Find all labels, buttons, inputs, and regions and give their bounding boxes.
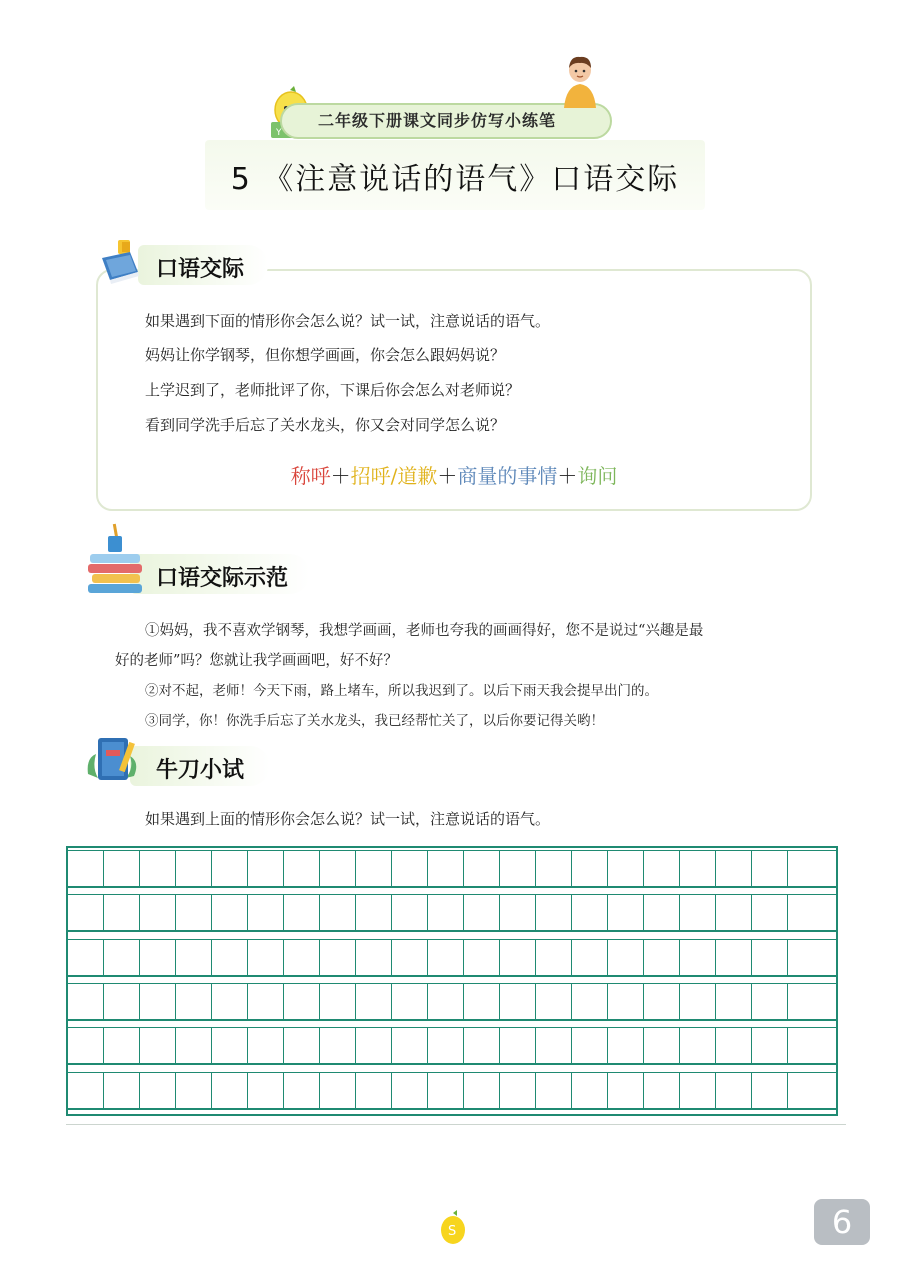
formula-part-greeting: 招呼/道歉 bbox=[350, 464, 438, 488]
grid-cell[interactable] bbox=[68, 939, 104, 975]
grid-cell[interactable] bbox=[752, 939, 788, 975]
grid-row bbox=[68, 939, 836, 975]
grid-cell[interactable] bbox=[428, 983, 464, 1019]
grid-cell[interactable] bbox=[608, 894, 644, 930]
grid-cell[interactable] bbox=[284, 1072, 320, 1108]
grid-cell[interactable] bbox=[140, 939, 176, 975]
grid-cell[interactable] bbox=[248, 983, 284, 1019]
grid-cell[interactable] bbox=[644, 939, 680, 975]
grid-cell[interactable] bbox=[536, 850, 572, 886]
grid-cell[interactable] bbox=[464, 850, 500, 886]
question-1: 妈妈让你学钢琴，但你想学画画，你会怎么跟妈妈说？ bbox=[145, 346, 506, 364]
book-icon bbox=[98, 238, 146, 286]
grid-cell[interactable] bbox=[320, 939, 356, 975]
example-1-line1: ①妈妈，我不喜欢学钢琴，我想学画画，老师也夸我的画画得好，您不是说过“兴趣是最 bbox=[145, 623, 704, 639]
grid-cell[interactable] bbox=[644, 1072, 680, 1108]
grid-cell[interactable] bbox=[428, 1027, 464, 1063]
grid-cell[interactable] bbox=[284, 1027, 320, 1063]
grid-cell[interactable] bbox=[212, 983, 248, 1019]
grid-cell[interactable] bbox=[392, 894, 428, 930]
grid-cell[interactable] bbox=[248, 1027, 284, 1063]
grid-cell[interactable] bbox=[680, 983, 716, 1019]
grid-cell[interactable] bbox=[716, 894, 752, 930]
grid-cell[interactable] bbox=[356, 1072, 392, 1108]
grid-cell[interactable] bbox=[176, 939, 212, 975]
formula-part-address: 称呼 bbox=[290, 464, 331, 488]
page-number: 6 bbox=[814, 1199, 870, 1245]
grid-line bbox=[68, 894, 836, 895]
grid-cell[interactable] bbox=[716, 983, 752, 1019]
svg-text:S: S bbox=[448, 1224, 457, 1239]
grid-cell[interactable] bbox=[428, 939, 464, 975]
page-title: 5 《注意说话的语气》口语交际 bbox=[230, 162, 680, 197]
grid-cell[interactable] bbox=[284, 939, 320, 975]
grid-row bbox=[68, 850, 836, 886]
grid-cell[interactable] bbox=[212, 850, 248, 886]
grid-cell[interactable] bbox=[644, 1027, 680, 1063]
grid-cell[interactable] bbox=[320, 894, 356, 930]
grid-cell[interactable] bbox=[608, 983, 644, 1019]
grid-cell[interactable] bbox=[68, 983, 104, 1019]
grid-cell[interactable] bbox=[428, 894, 464, 930]
grid-cell[interactable] bbox=[176, 983, 212, 1019]
grid-cell[interactable] bbox=[140, 1072, 176, 1108]
grid-cell[interactable] bbox=[284, 983, 320, 1019]
formula-plus: ＋ bbox=[557, 464, 578, 488]
grid-cell[interactable] bbox=[680, 1072, 716, 1108]
grid-line bbox=[68, 1108, 836, 1110]
grid-cell[interactable] bbox=[68, 1027, 104, 1063]
grid-cell[interactable] bbox=[608, 1072, 644, 1108]
grid-cell[interactable] bbox=[284, 894, 320, 930]
formula bbox=[96, 460, 812, 489]
grid-cell[interactable] bbox=[356, 939, 392, 975]
formula-part-ask: 询问 bbox=[577, 464, 618, 488]
grid-row bbox=[68, 1072, 836, 1108]
grid-cell[interactable] bbox=[68, 1072, 104, 1108]
grid-cell[interactable] bbox=[392, 850, 428, 886]
grid-cell[interactable] bbox=[464, 939, 500, 975]
grid-cell[interactable] bbox=[572, 850, 608, 886]
grid-row bbox=[68, 983, 836, 1019]
grid-cell[interactable] bbox=[644, 983, 680, 1019]
formula-plus: ＋ bbox=[437, 464, 458, 488]
lemon-logo-icon bbox=[438, 1210, 468, 1246]
grid-cell[interactable] bbox=[464, 983, 500, 1019]
grid-cell[interactable] bbox=[392, 1072, 428, 1108]
grid-baseline bbox=[66, 1124, 846, 1125]
grid-cell[interactable] bbox=[716, 939, 752, 975]
grid-cell[interactable] bbox=[248, 939, 284, 975]
grid-line bbox=[68, 1019, 836, 1021]
grid-cell[interactable] bbox=[176, 1027, 212, 1063]
grid-cell[interactable] bbox=[356, 1027, 392, 1063]
grid-cell[interactable] bbox=[500, 939, 536, 975]
grid-cell[interactable] bbox=[320, 983, 356, 1019]
grid-cell[interactable] bbox=[176, 1072, 212, 1108]
grid-cell[interactable] bbox=[716, 1072, 752, 1108]
grid-cell[interactable] bbox=[104, 850, 140, 886]
grid-cell[interactable] bbox=[320, 1027, 356, 1063]
grid-cell[interactable] bbox=[536, 939, 572, 975]
grid-cell[interactable] bbox=[176, 894, 212, 930]
question-2: 上学迟到了，老师批评了你，下课后你会怎么对老师说？ bbox=[145, 381, 521, 399]
grid-line bbox=[68, 983, 836, 984]
grid-cell[interactable] bbox=[788, 1072, 824, 1108]
grid-cell[interactable] bbox=[572, 939, 608, 975]
grid-cell[interactable] bbox=[284, 850, 320, 886]
question-3: 看到同学洗手后忘了关水龙头，你又会对同学怎么说？ bbox=[145, 416, 506, 434]
grid-cell[interactable] bbox=[428, 850, 464, 886]
grid-cell[interactable] bbox=[212, 939, 248, 975]
grid-cell[interactable] bbox=[500, 894, 536, 930]
grid-cell[interactable] bbox=[680, 850, 716, 886]
grid-cell[interactable] bbox=[212, 1072, 248, 1108]
grid-cell[interactable] bbox=[752, 850, 788, 886]
grid-cell[interactable] bbox=[788, 939, 824, 975]
grid-cell[interactable] bbox=[320, 1072, 356, 1108]
writing-grid[interactable] bbox=[66, 846, 838, 1116]
example-2: ②对不起，老师！今天下雨，路上堵车，所以我迟到了。以后下雨天我会提早出门的。 bbox=[145, 683, 658, 699]
grid-cell[interactable] bbox=[356, 894, 392, 930]
grid-cell[interactable] bbox=[608, 850, 644, 886]
grid-cell[interactable] bbox=[752, 1072, 788, 1108]
grid-cell[interactable] bbox=[536, 1072, 572, 1108]
grid-line bbox=[68, 930, 836, 932]
grid-cell[interactable] bbox=[104, 1027, 140, 1063]
svg-text:Y: Y bbox=[276, 128, 282, 138]
notebook-icon bbox=[84, 734, 142, 792]
grid-cell[interactable] bbox=[500, 1027, 536, 1063]
formula-part-matter: 商量的事情 bbox=[457, 464, 558, 488]
grid-cell[interactable] bbox=[212, 1027, 248, 1063]
grid-line bbox=[68, 1072, 836, 1073]
grid-cell[interactable] bbox=[536, 894, 572, 930]
grid-cell[interactable] bbox=[536, 1027, 572, 1063]
grid-cell[interactable] bbox=[572, 894, 608, 930]
grid-cell[interactable] bbox=[68, 850, 104, 886]
grid-cell[interactable] bbox=[680, 894, 716, 930]
grid-cell[interactable] bbox=[716, 1027, 752, 1063]
grid-cell[interactable] bbox=[500, 1072, 536, 1108]
grid-cell[interactable] bbox=[500, 983, 536, 1019]
section2-heading: 口语交际示范 bbox=[156, 566, 289, 591]
grid-cell[interactable] bbox=[68, 894, 104, 930]
grid-cell[interactable] bbox=[572, 1027, 608, 1063]
grid-cell[interactable] bbox=[248, 850, 284, 886]
grid-cell[interactable] bbox=[500, 850, 536, 886]
grid-cell[interactable] bbox=[608, 939, 644, 975]
grid-cell[interactable] bbox=[248, 894, 284, 930]
grid-cell[interactable] bbox=[104, 1072, 140, 1108]
grid-cell[interactable] bbox=[464, 894, 500, 930]
grid-cell[interactable] bbox=[356, 850, 392, 886]
formula-plus: ＋ bbox=[330, 464, 351, 488]
grid-cell[interactable] bbox=[536, 983, 572, 1019]
grid-cell[interactable] bbox=[140, 1027, 176, 1063]
grid-cell[interactable] bbox=[752, 1027, 788, 1063]
grid-cell[interactable] bbox=[104, 983, 140, 1019]
grid-cell[interactable] bbox=[212, 894, 248, 930]
grid-cell[interactable] bbox=[572, 983, 608, 1019]
grid-line bbox=[68, 850, 836, 851]
question-intro: 如果遇到下面的情形你会怎么说？试一试，注意说话的语气。 bbox=[145, 312, 551, 330]
grid-cell[interactable] bbox=[140, 983, 176, 1019]
grid-cell[interactable] bbox=[752, 983, 788, 1019]
grid-cell[interactable] bbox=[140, 850, 176, 886]
grid-line bbox=[68, 939, 836, 940]
grid-cell[interactable] bbox=[644, 850, 680, 886]
example-1-line2: 好的老师”吗？您就让我学画画吧，好不好？ bbox=[115, 653, 398, 669]
grid-row bbox=[68, 1027, 836, 1063]
grid-cell[interactable] bbox=[572, 1072, 608, 1108]
grid-cell[interactable] bbox=[716, 850, 752, 886]
grid-cell[interactable] bbox=[104, 939, 140, 975]
grid-cell[interactable] bbox=[428, 1072, 464, 1108]
grid-cell[interactable] bbox=[392, 1027, 428, 1063]
grid-cell[interactable] bbox=[140, 894, 176, 930]
grid-line bbox=[68, 1027, 836, 1028]
grid-cell[interactable] bbox=[680, 939, 716, 975]
grid-cell[interactable] bbox=[788, 983, 824, 1019]
grid-cell[interactable] bbox=[356, 983, 392, 1019]
practice-prompt: 如果遇到上面的情形你会怎么说？试一试，注意说话的语气。 bbox=[145, 810, 551, 828]
section3-heading: 牛刀小试 bbox=[156, 758, 245, 783]
grid-cell[interactable] bbox=[320, 850, 356, 886]
section1-heading: 口语交际 bbox=[156, 257, 245, 282]
grid-cell[interactable] bbox=[608, 1027, 644, 1063]
grid-cell[interactable] bbox=[248, 1072, 284, 1108]
grid-cell[interactable] bbox=[392, 939, 428, 975]
grid-cell[interactable] bbox=[464, 1027, 500, 1063]
books-stack-icon bbox=[84, 522, 146, 596]
grid-cell[interactable] bbox=[392, 983, 428, 1019]
grid-cell[interactable] bbox=[176, 850, 212, 886]
grid-cell[interactable] bbox=[680, 1027, 716, 1063]
example-3: ③同学，你！你洗手后忘了关水龙头，我已经帮忙关了，以后你要记得关哟！ bbox=[145, 713, 604, 729]
grid-cell[interactable] bbox=[104, 894, 140, 930]
header-banner-text: 二年级下册课文同步仿写小练笔 bbox=[318, 111, 557, 130]
grid-cell[interactable] bbox=[464, 1072, 500, 1108]
grid-cell[interactable] bbox=[788, 850, 824, 886]
grid-row bbox=[68, 894, 836, 930]
grid-cell[interactable] bbox=[788, 894, 824, 930]
grid-cell[interactable] bbox=[644, 894, 680, 930]
grid-cell[interactable] bbox=[752, 894, 788, 930]
grid-line bbox=[68, 1063, 836, 1065]
grid-cell[interactable] bbox=[788, 1027, 824, 1063]
grid-line bbox=[68, 886, 836, 888]
boy-illustration bbox=[558, 56, 602, 108]
grid-line bbox=[68, 975, 836, 977]
